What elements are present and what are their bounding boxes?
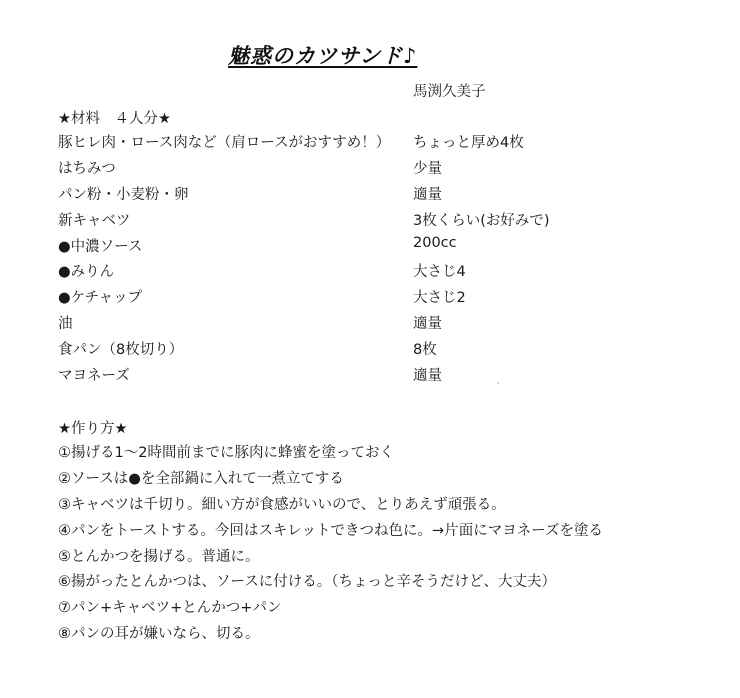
step-list	[58, 441, 728, 648]
ingredient-name: ●ケチャップ	[58, 290, 143, 307]
ingredient-row	[0, 183, 740, 209]
ingredient-amount: 大さじ4	[413, 264, 466, 281]
ingredients-heading: ★材料 ４人分★	[58, 111, 171, 127]
scan-speck	[497, 382, 499, 384]
ingredient-row	[0, 312, 740, 338]
ingredient-amount: 少量	[413, 160, 442, 177]
ingredient-name: 新キャベツ	[58, 212, 131, 229]
ingredient-row	[0, 364, 740, 390]
ingredient-amount: 適量	[413, 316, 442, 333]
ingredient-name: ●中濃ソース	[58, 238, 143, 255]
ingredient-name: マヨネーズ	[58, 368, 130, 385]
ingredient-list	[0, 131, 740, 390]
step-item: ④パンをトーストする。今回はスキレットできつね色に。→片面にマヨネーズを塗る	[58, 522, 603, 539]
ingredient-row	[0, 338, 740, 364]
ingredient-amount: 8枚	[413, 342, 437, 359]
step-item: ①揚げる1～2時間前までに豚肉に蜂蜜を塗っておく	[58, 445, 394, 461]
ingredient-row	[0, 131, 740, 157]
ingredient-amount: 3枚くらい(お好みで)	[413, 212, 550, 229]
ingredient-row	[0, 209, 740, 235]
step-item: ③キャベツは千切り。細い方が食感がいいので、とりあえず頑張る。	[58, 496, 506, 513]
ingredient-amount: 適量	[413, 368, 442, 385]
ingredient-row	[0, 235, 740, 261]
step-item: ⑧パンの耳が嫌いなら、切る。	[58, 626, 260, 643]
ingredient-amount: 200cc	[413, 234, 457, 251]
ingredient-name: 豚ヒレ肉・ロース肉など（肩ロースがおすすめ！）	[58, 135, 391, 151]
steps-heading: ★作り方★	[58, 421, 128, 437]
ingredient-amount: 適量	[413, 186, 442, 203]
step-item: ②ソースは●を全部鍋に入れて一煮立てする	[58, 470, 344, 487]
ingredient-row	[0, 286, 740, 312]
ingredient-amount: ちょっと厚め4枚	[413, 135, 524, 151]
ingredient-row	[0, 157, 740, 183]
step-item: ⑦パン+キャベツ+とんかつ+パン	[58, 600, 282, 617]
ingredient-name: 食パン（8枚切り）	[58, 342, 184, 359]
step-item: ⑥揚がったとんかつは、ソースに付ける。（ちょっと辛そうだけど、大丈夫）	[58, 574, 557, 591]
author-name: 馬渕久美子	[413, 84, 486, 100]
ingredient-row	[0, 260, 740, 286]
page-title: 魅惑のカツサンド♪	[228, 44, 418, 68]
ingredient-name: はちみつ	[58, 160, 116, 177]
ingredient-name: ●みりん	[58, 264, 115, 281]
ingredient-name: パン粉・小麦粉・卵	[58, 186, 189, 203]
ingredient-name: 油	[58, 316, 73, 333]
step-item: ⑤とんかつを揚げる。普通に。	[58, 548, 260, 565]
ingredient-amount: 大さじ2	[413, 290, 466, 307]
